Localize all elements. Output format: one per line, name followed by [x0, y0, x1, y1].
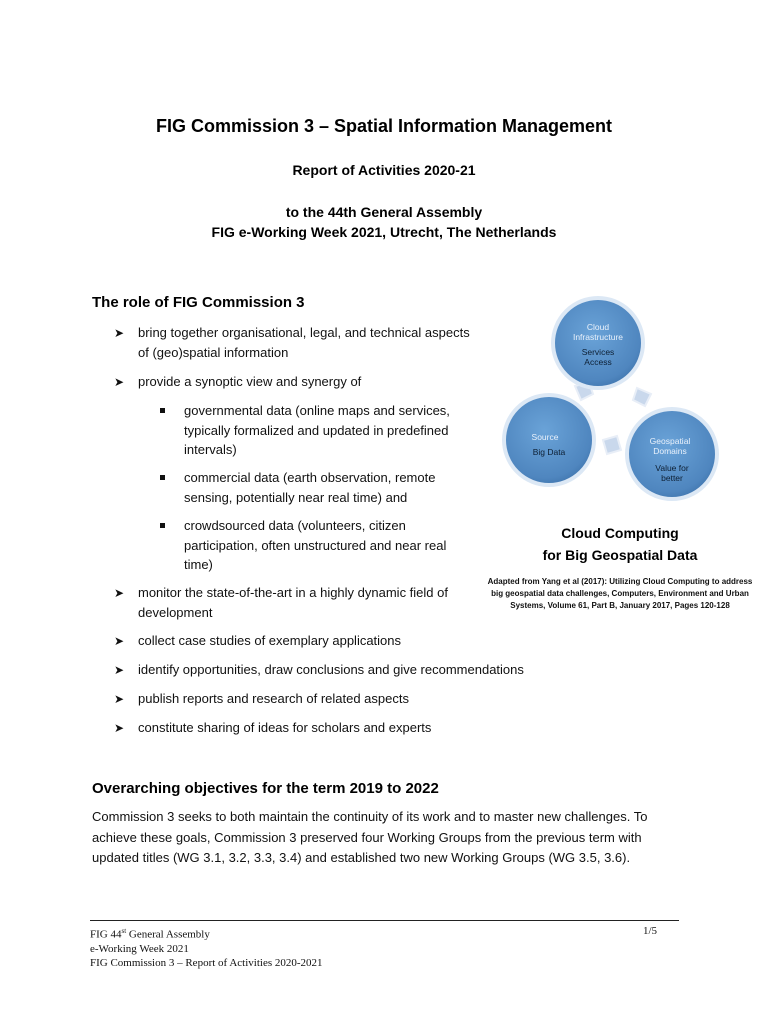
objectives-heading: Overarching objectives for the term 2019 to 2022	[92, 780, 439, 797]
cloud-infrastructure-circle	[553, 298, 643, 388]
connector-arrow-icon	[633, 388, 651, 406]
cloud-label: Cloud	[586, 322, 610, 332]
source-label: Source	[531, 432, 559, 442]
report-subtitle: Report of Activities 2020-21	[292, 162, 476, 178]
page-footer	[90, 924, 679, 970]
infrastructure-label: Infrastructure	[572, 332, 624, 342]
sub-item: governmental data (online maps and services, typically formalized and updated in predefined intervals)	[160, 401, 465, 460]
footer-line-1: FIG 44st General Assembly	[90, 927, 210, 941]
objectives-paragraph: Commission 3 seeks to both maintain the continuity of its work and to master new challenges. To achieve these goals, Commission 3 preserved four Working Groups from the previous term with updated titles (WG 3.1, 3.2, 3.3, 3.4) and established two new Working Groups (WG 3.5, 3.6).	[92, 809, 648, 865]
arrow-bullet-icon: ➤	[114, 586, 125, 600]
connector-arrow-icon	[603, 436, 621, 454]
square-bullet-icon	[160, 408, 165, 413]
footer-divider	[90, 920, 679, 921]
access-label: Access	[584, 357, 612, 367]
geospatial-label: Geospatial	[649, 436, 691, 446]
services-label: Services	[581, 347, 615, 357]
assembly-line: to the 44th General Assembly	[285, 204, 483, 220]
sub-item: commercial data (earth observation, remote sensing, potentially near real time) and	[160, 468, 465, 507]
arrow-bullet-icon: ➤	[114, 326, 125, 340]
figure-source-note: Adapted from Yang et al (2017): Utilizing Cloud Computing to address big geospatial data challenges, Computers, Environment and Urban Systems, Volume 61, Part B, January 2017, Pages 120-128	[487, 577, 753, 610]
footer-line-3: FIG Commission 3 – Report of Activities 2020-2021	[90, 956, 323, 969]
value-for-label: Value for	[655, 463, 689, 473]
arrow-bullet-icon: ➤	[114, 721, 125, 735]
figure-caption: Cloud Computing for Big Geospatial Data	[542, 525, 698, 563]
domains-label: Domains	[653, 446, 687, 456]
arrow-bullet-icon: ➤	[114, 663, 125, 677]
role-item: ➤ publish reports and research of related aspects	[114, 689, 634, 709]
better-label: better	[661, 473, 683, 483]
role-item: ➤ constitute sharing of ideas for scholars and experts	[114, 718, 634, 738]
role-item: ➤ collect case studies of exemplary applications	[114, 631, 634, 651]
event-line: FIG e-Working Week 2021, Utrecht, The Netherlands	[211, 224, 557, 240]
role-item: ➤ monitor the state-of-the-art in a highly dynamic field of development	[114, 585, 448, 620]
sub-item: crowdsourced data (volunteers, citizen participation, often unstructured and near real time)	[160, 516, 460, 575]
square-bullet-icon	[160, 523, 165, 528]
page-number: 1/5	[642, 925, 657, 937]
cloud-computing-diagram	[497, 290, 731, 512]
role-item: ➤ provide a synoptic view and synergy of	[114, 372, 474, 392]
role-item: ➤ identify opportunities, draw conclusions and give recommendations	[114, 660, 634, 680]
big-data-label: Big Data	[532, 447, 566, 457]
arrow-bullet-icon: ➤	[114, 634, 125, 648]
document-title: FIG Commission 3 – Spatial Information Management	[155, 116, 613, 136]
arrow-bullet-icon: ➤	[114, 375, 125, 389]
role-item: ➤ bring together organisational, legal, and technical aspects of (geo)spatial information	[114, 325, 470, 360]
role-heading: The role of FIG Commission 3	[92, 294, 305, 311]
arrow-bullet-icon: ➤	[114, 692, 125, 706]
square-bullet-icon	[160, 475, 165, 480]
footer-line-2: e-Working Week 2021	[90, 942, 189, 955]
